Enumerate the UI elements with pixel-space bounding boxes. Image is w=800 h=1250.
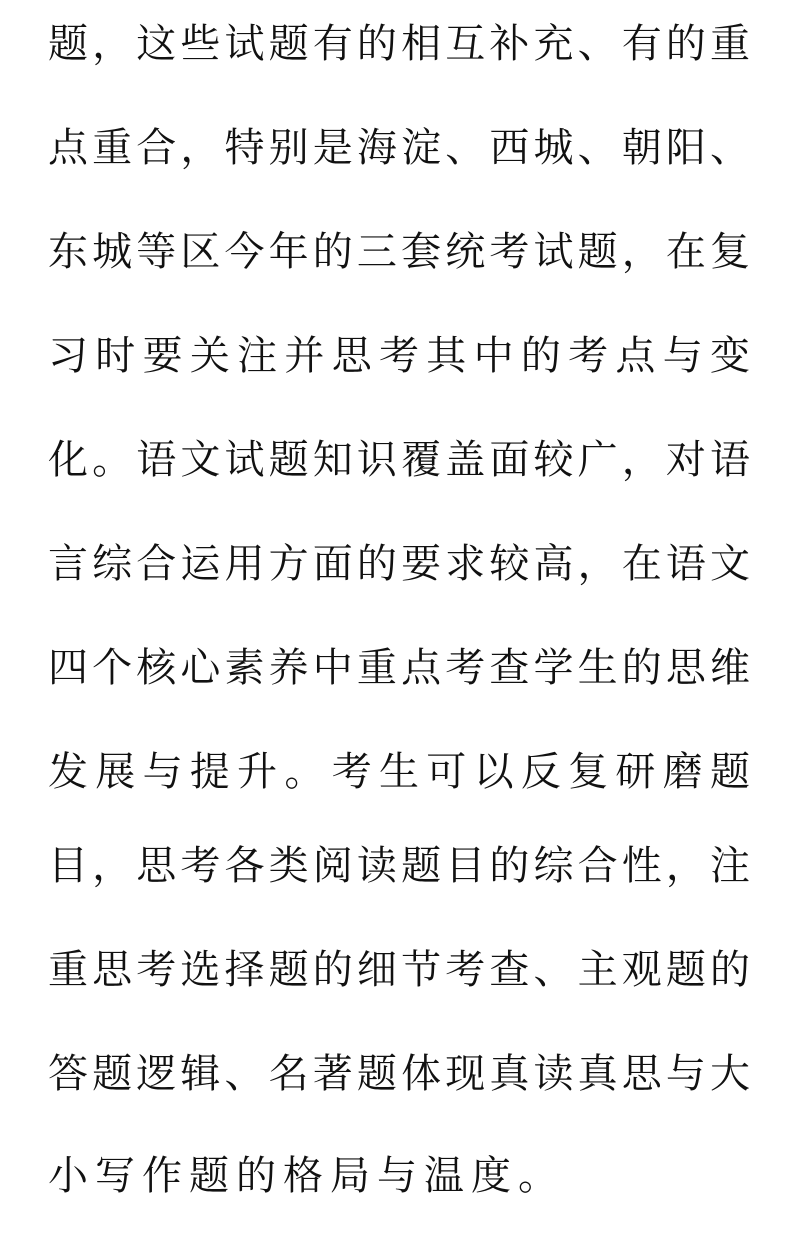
text-line: 点重合，特别是海淀、西城、朝阳、 (48, 125, 752, 171)
text-line: 东城等区今年的三套统考试题，在复 (48, 229, 752, 275)
text-line: 目，思考各类阅读题目的综合性，注 (48, 843, 752, 889)
text-line: 题，这些试题有的相互补充、有的重 (48, 21, 752, 67)
text-line: 发展与提升。考生可以反复研磨题 (48, 749, 752, 795)
text-line: 答题逻辑、名著题体现真读真思与大 (48, 1051, 752, 1097)
text-line: 习时要关注并思考其中的考点与变 (48, 333, 752, 379)
text-line: 化。语文试题知识覆盖面较广，对语 (48, 437, 752, 483)
text-line: 言综合运用方面的要求较高，在语文 (48, 541, 752, 587)
text-line: 小写作题的格局与温度。 (48, 1153, 565, 1199)
text-line: 四个核心素养中重点考查学生的思维 (48, 645, 752, 691)
text-line: 重思考选择题的细节考查、主观题的 (48, 947, 752, 993)
